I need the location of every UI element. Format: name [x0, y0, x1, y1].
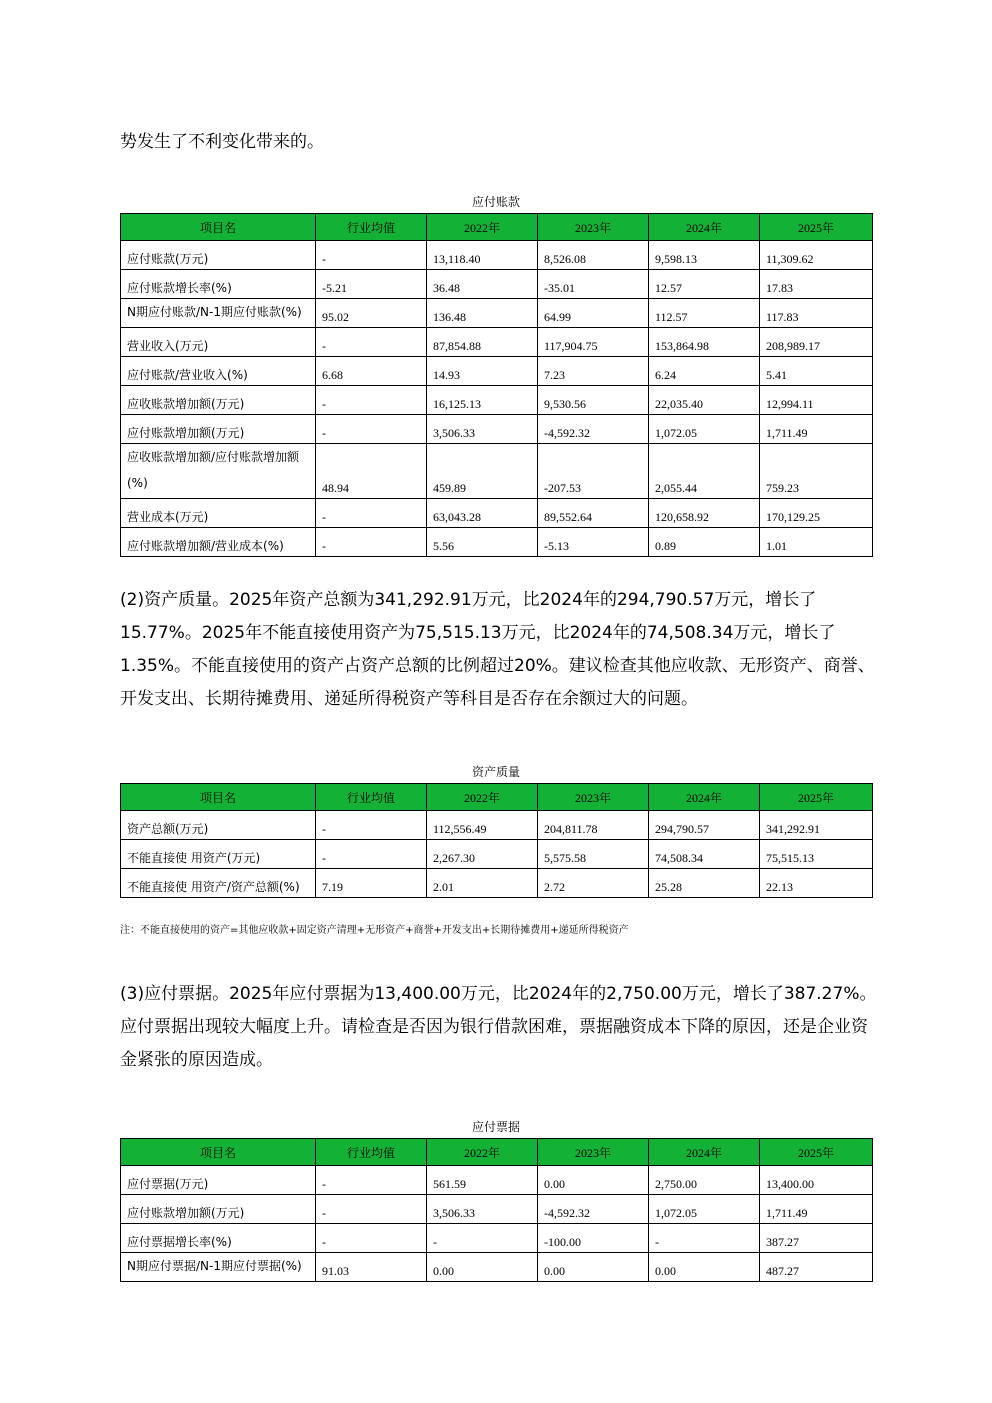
cell-value: 170,129.25: [760, 499, 873, 528]
row-label: 应付账款(万元): [121, 241, 316, 270]
cell-value: 16,125.13: [427, 386, 538, 415]
cell-value: 204,811.78: [538, 811, 649, 840]
row-label: 营业成本(万元): [121, 499, 316, 528]
cell-value: 1,711.49: [760, 415, 873, 444]
row-label: 不能直接使 用资产(万元): [121, 840, 316, 869]
notes-payable-table: [120, 1138, 873, 1282]
table-row: [121, 299, 873, 328]
cell-value: -: [316, 840, 427, 869]
cell-value: 2,267.30: [427, 840, 538, 869]
cell-value: 64.99: [538, 299, 649, 328]
row-label: 应付账款增长率(%): [121, 270, 316, 299]
column-header: 2024年: [649, 214, 760, 241]
cell-value: 95.02: [316, 299, 427, 328]
cell-value: -: [649, 1224, 760, 1253]
cell-value: 63,043.28: [427, 499, 538, 528]
table-row: [121, 1224, 873, 1253]
cell-value: 17.83: [760, 270, 873, 299]
cell-value: 5,575.58: [538, 840, 649, 869]
column-header: 2022年: [427, 784, 538, 811]
column-header: 项目名: [121, 1139, 316, 1166]
cell-value: 0.00: [649, 1253, 760, 1282]
cell-value: 117,904.75: [538, 328, 649, 357]
asset-quality-table: [120, 783, 873, 898]
row-label: 不能直接使 用资产/资产总额(%): [121, 869, 316, 898]
cell-value: -: [316, 1195, 427, 1224]
cell-value: 2.72: [538, 869, 649, 898]
column-header: 2024年: [649, 1139, 760, 1166]
table-header-row: [121, 214, 873, 241]
table-row: [121, 386, 873, 415]
table-row: [121, 811, 873, 840]
cell-value: -: [316, 1224, 427, 1253]
column-header: 2023年: [538, 1139, 649, 1166]
cell-value: 9,530.56: [538, 386, 649, 415]
cell-value: -5.21: [316, 270, 427, 299]
cell-value: -207.53: [538, 444, 649, 499]
table-row: [121, 444, 873, 499]
column-header: 2022年: [427, 1139, 538, 1166]
cell-value: 5.56: [427, 528, 538, 557]
table-header-row: [121, 784, 873, 811]
cell-value: 6.24: [649, 357, 760, 386]
cell-value: 120,658.92: [649, 499, 760, 528]
row-label: 应付账款增加额(万元): [121, 415, 316, 444]
cell-value: -: [316, 415, 427, 444]
row-label: 应收账款增加额/应付账款增加额(%): [121, 444, 316, 499]
cell-value: 112.57: [649, 299, 760, 328]
cell-value: 13,400.00: [760, 1166, 873, 1195]
cell-value: 7.19: [316, 869, 427, 898]
cell-value: 11,309.62: [760, 241, 873, 270]
row-label: 应付票据(万元): [121, 1166, 316, 1195]
cell-value: 1.01: [760, 528, 873, 557]
cell-value: 91.03: [316, 1253, 427, 1282]
table-row: [121, 241, 873, 270]
row-label: 营业收入(万元): [121, 328, 316, 357]
column-header: 2025年: [760, 1139, 873, 1166]
cell-value: 0.00: [538, 1166, 649, 1195]
cell-value: 7.23: [538, 357, 649, 386]
column-header: 行业均值: [316, 1139, 427, 1166]
table-header-row: [121, 1139, 873, 1166]
cell-value: -100.00: [538, 1224, 649, 1253]
cell-value: 2.01: [427, 869, 538, 898]
cell-value: -: [316, 528, 427, 557]
row-label: 应付账款/营业收入(%): [121, 357, 316, 386]
table-row: [121, 1195, 873, 1224]
cell-value: -: [427, 1224, 538, 1253]
cell-value: 1,072.05: [649, 1195, 760, 1224]
cell-value: -: [316, 241, 427, 270]
cell-value: 36.48: [427, 270, 538, 299]
cell-value: 9,598.13: [649, 241, 760, 270]
cell-value: 153,864.98: [649, 328, 760, 357]
column-header: 2023年: [538, 784, 649, 811]
intro-text: 势发生了不利变化带来的。: [120, 132, 324, 152]
cell-value: 87,854.88: [427, 328, 538, 357]
cell-value: 22,035.40: [649, 386, 760, 415]
cell-value: 25.28: [649, 869, 760, 898]
cell-value: 3,506.33: [427, 415, 538, 444]
cell-value: 136.48: [427, 299, 538, 328]
table-row: [121, 415, 873, 444]
notes-payable-paragraph: (3)应付票据。2025年应付票据为13,400.00万元，比2024年的2,750.00万元，增长了387.27%。应付票据出现较大幅度上升。请检查是否因为银行借款困难，票据融资成本下降的原因，还是企业资金紧张的原因造成。: [120, 984, 877, 1070]
cell-value: 2,750.00: [649, 1166, 760, 1195]
table-note: 注：不能直接使用的资产=其他应收款+固定资产清理+无形资产+商誉+开发支出+长期待摊费用+递延所得税资产: [120, 925, 629, 936]
table-row: [121, 840, 873, 869]
cell-value: 75,515.13: [760, 840, 873, 869]
cell-value: 12.57: [649, 270, 760, 299]
cell-value: -5.13: [538, 528, 649, 557]
column-header: 项目名: [121, 214, 316, 241]
cell-value: 0.00: [427, 1253, 538, 1282]
cell-value: 459.89: [427, 444, 538, 499]
cell-value: 22.13: [760, 869, 873, 898]
cell-value: 3,506.33: [427, 1195, 538, 1224]
cell-value: 561.59: [427, 1166, 538, 1195]
cell-value: -: [316, 1166, 427, 1195]
cell-value: 0.00: [538, 1253, 649, 1282]
column-header: 2024年: [649, 784, 760, 811]
cell-value: 0.89: [649, 528, 760, 557]
table-row: [121, 528, 873, 557]
cell-value: -4,592.32: [538, 1195, 649, 1224]
cell-value: 759.23: [760, 444, 873, 499]
column-header: 2025年: [760, 784, 873, 811]
row-label: N期应付账款/N-1期应付账款(%): [121, 299, 316, 328]
cell-value: 48.94: [316, 444, 427, 499]
cell-value: -: [316, 811, 427, 840]
cell-value: 208,989.17: [760, 328, 873, 357]
table-row: [121, 1166, 873, 1195]
table-caption-notes-payable: 应付票据: [471, 1120, 520, 1134]
cell-value: 1,072.05: [649, 415, 760, 444]
table-row: [121, 357, 873, 386]
cell-value: 117.83: [760, 299, 873, 328]
cell-value: 8,526.08: [538, 241, 649, 270]
cell-value: 112,556.49: [427, 811, 538, 840]
cell-value: -: [316, 499, 427, 528]
column-header: 2022年: [427, 214, 538, 241]
cell-value: -35.01: [538, 270, 649, 299]
asset-quality-paragraph: (2)资产质量。2025年资产总额为341,292.91万元，比2024年的294,790.57万元，增长了15.77%。2025年不能直接使用资产为75,515.13万元，比2024年的74,508.34万元，增长了1.35%。不能直接使用的资产占资产总额的比例超过20%。建议检查其他应收款、无形资产、商誉、开发支出、长期待摊费用、递延所得税资产等科目是否存在余额过大的问题。: [120, 590, 875, 709]
row-label: 应付票据增长率(%): [121, 1224, 316, 1253]
column-header: 2025年: [760, 214, 873, 241]
cell-value: -: [316, 386, 427, 415]
table-row: [121, 270, 873, 299]
row-label: 应付账款增加额/营业成本(%): [121, 528, 316, 557]
cell-value: 387.27: [760, 1224, 873, 1253]
table-caption-asset-quality: 资产质量: [471, 765, 520, 779]
column-header: 行业均值: [316, 784, 427, 811]
row-label: N期应付票据/N-1期应付票据(%): [121, 1253, 316, 1282]
row-label: 资产总额(万元): [121, 811, 316, 840]
cell-value: 12,994.11: [760, 386, 873, 415]
cell-value: 294,790.57: [649, 811, 760, 840]
table-row: [121, 328, 873, 357]
row-label: 应付账款增加额(万元): [121, 1195, 316, 1224]
cell-value: 341,292.91: [760, 811, 873, 840]
cell-value: 14.93: [427, 357, 538, 386]
column-header: 项目名: [121, 784, 316, 811]
cell-value: -4,592.32: [538, 415, 649, 444]
cell-value: 74,508.34: [649, 840, 760, 869]
cell-value: 6.68: [316, 357, 427, 386]
table-row: [121, 499, 873, 528]
cell-value: 13,118.40: [427, 241, 538, 270]
column-header: 行业均值: [316, 214, 427, 241]
cell-value: -: [316, 328, 427, 357]
column-header: 2023年: [538, 214, 649, 241]
cell-value: 5.41: [760, 357, 873, 386]
payables-table: [120, 213, 873, 557]
cell-value: 2,055.44: [649, 444, 760, 499]
row-label: 应收账款增加额(万元): [121, 386, 316, 415]
table-row: [121, 1253, 873, 1282]
table-row: [121, 869, 873, 898]
cell-value: 1,711.49: [760, 1195, 873, 1224]
cell-value: 89,552.64: [538, 499, 649, 528]
table-caption-payables: 应付账款: [471, 195, 520, 209]
cell-value: 487.27: [760, 1253, 873, 1282]
